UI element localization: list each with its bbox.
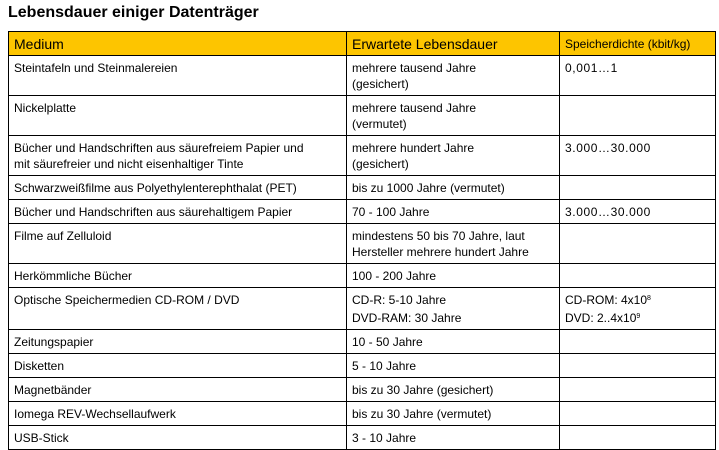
medium-text: mit säurefreier und nicht eisenhaltiger Tinte xyxy=(14,157,244,171)
medium-cell xyxy=(9,224,347,264)
medium-text: Herkömmliche Bücher xyxy=(14,269,133,283)
medium-text: Magnetbänder xyxy=(14,383,92,397)
lifetime-cell xyxy=(347,402,560,426)
table-row xyxy=(9,200,716,224)
header-lifetime: Erwartete Lebensdauer xyxy=(347,32,560,56)
cd-density-base: CD-ROM: 4x10 xyxy=(565,293,648,307)
density-cell xyxy=(560,330,716,354)
medium-text: Bücher und Handschriften aus säurefreiem Papier und xyxy=(14,141,304,155)
lifetime-cell xyxy=(347,354,560,378)
medium-cell xyxy=(9,378,347,402)
lifetime-cell xyxy=(347,426,560,450)
medium-text: Optische Speichermedien CD-ROM / DVD xyxy=(14,293,240,307)
lifetime-cell xyxy=(347,288,560,330)
medium-text: Nickelplatte xyxy=(14,101,77,115)
lifetime-text: bis zu 1000 Jahre (vermutet) xyxy=(352,181,505,195)
lifetime-text: (gesichert) xyxy=(352,77,409,91)
lifetime-text: mehrere tausend Jahre xyxy=(352,101,477,115)
medium-cell xyxy=(9,354,347,378)
lifetime-cell xyxy=(347,96,560,136)
medium-cell xyxy=(9,426,347,450)
lifetime-cell xyxy=(347,200,560,224)
dvd-density xyxy=(565,310,710,326)
density-cell xyxy=(560,426,716,450)
density-cell xyxy=(560,224,716,264)
density-cell xyxy=(560,288,716,330)
density-text: 0,001…1 xyxy=(565,61,618,75)
lifetime-text: DVD-RAM: 30 Jahre xyxy=(352,311,462,325)
lifetime-text: mehrere tausend Jahre xyxy=(352,61,477,75)
medium-text: Filme auf Zelluloid xyxy=(14,229,112,243)
density-cell xyxy=(560,96,716,136)
lifetime-cell xyxy=(347,378,560,402)
lifetime-cell xyxy=(347,176,560,200)
medium-cell xyxy=(9,264,347,288)
medium-text: Disketten xyxy=(14,359,65,373)
medium-cell xyxy=(9,176,347,200)
density-cell xyxy=(560,176,716,200)
medium-cell xyxy=(9,136,347,176)
lifetime-text: 5 - 10 Jahre xyxy=(352,359,417,373)
table-row xyxy=(9,136,716,176)
medium-text: USB-Stick xyxy=(14,431,69,445)
header-density: Speicherdichte (kbit/kg) xyxy=(560,32,716,56)
table-row xyxy=(9,288,716,330)
dvd-density-exponent: 9 xyxy=(636,313,641,320)
lifetime-text: CD-R: 5-10 Jahre xyxy=(352,293,447,307)
cd-density-exponent: 8 xyxy=(647,295,651,302)
table-row xyxy=(9,56,716,96)
medium-cell xyxy=(9,200,347,224)
medium-cell xyxy=(9,330,347,354)
lifetime-text: mindestens 50 bis 70 Jahre, laut xyxy=(352,229,525,243)
medium-text: Schwarzweißfilme aus Polyethylenterephthalat (PET) xyxy=(14,181,297,195)
table-row xyxy=(9,330,716,354)
table-row xyxy=(9,378,716,402)
medium-cell xyxy=(9,56,347,96)
cd-density xyxy=(565,292,710,308)
header-medium: Medium xyxy=(9,32,347,56)
lifetime-cell xyxy=(347,224,560,264)
density-text: 3.000…30.000 xyxy=(565,205,651,219)
density-cell xyxy=(560,402,716,426)
lifetime-text: 3 - 10 Jahre xyxy=(352,431,417,445)
medium-text: Bücher und Handschriften aus säurehaltigem Papier xyxy=(14,205,293,219)
medium-text: Iomega REV-Wechsellaufwerk xyxy=(14,407,176,421)
lifetime-text: bis zu 30 Jahre (gesichert) xyxy=(352,383,494,397)
table-header-row xyxy=(9,32,716,56)
lifetime-text: 100 - 200 Jahre xyxy=(352,269,437,283)
page-title: Lebensdauer einiger Datenträger xyxy=(8,4,259,21)
medium-text: Zeitungspapier xyxy=(14,335,94,349)
lifetime-text: (vermutet) xyxy=(352,117,407,131)
table-row xyxy=(9,354,716,378)
dvd-density-base: DVD: 2..4x10 xyxy=(565,311,637,325)
density-cell xyxy=(560,56,716,96)
medium-cell xyxy=(9,288,347,330)
lifetime-text: 70 - 100 Jahre xyxy=(352,205,430,219)
density-text: 3.000…30.000 xyxy=(565,141,651,155)
density-cell xyxy=(560,378,716,402)
table-row xyxy=(9,96,716,136)
lifetime-text: 10 - 50 Jahre xyxy=(352,335,423,349)
medium-text: Steintafeln und Steinmalereien xyxy=(14,61,178,75)
lifetime-text: mehrere hundert Jahre xyxy=(352,141,475,155)
table-row xyxy=(9,402,716,426)
table-row xyxy=(9,426,716,450)
density-cell xyxy=(560,354,716,378)
table-body xyxy=(9,56,716,450)
lifetime-cell xyxy=(347,136,560,176)
density-cell xyxy=(560,136,716,176)
lifetime-text: Hersteller mehrere hundert Jahre xyxy=(352,245,529,259)
storage-lifetime-table xyxy=(8,31,716,450)
density-cell xyxy=(560,264,716,288)
lifetime-text: bis zu 30 Jahre (vermutet) xyxy=(352,407,492,421)
lifetime-cell xyxy=(347,264,560,288)
medium-cell xyxy=(9,96,347,136)
medium-cell xyxy=(9,402,347,426)
table-row xyxy=(9,176,716,200)
density-cell xyxy=(560,200,716,224)
lifetime-cell xyxy=(347,56,560,96)
table-row xyxy=(9,224,716,264)
lifetime-cell xyxy=(347,330,560,354)
table-row xyxy=(9,264,716,288)
lifetime-text: (gesichert) xyxy=(352,157,409,171)
